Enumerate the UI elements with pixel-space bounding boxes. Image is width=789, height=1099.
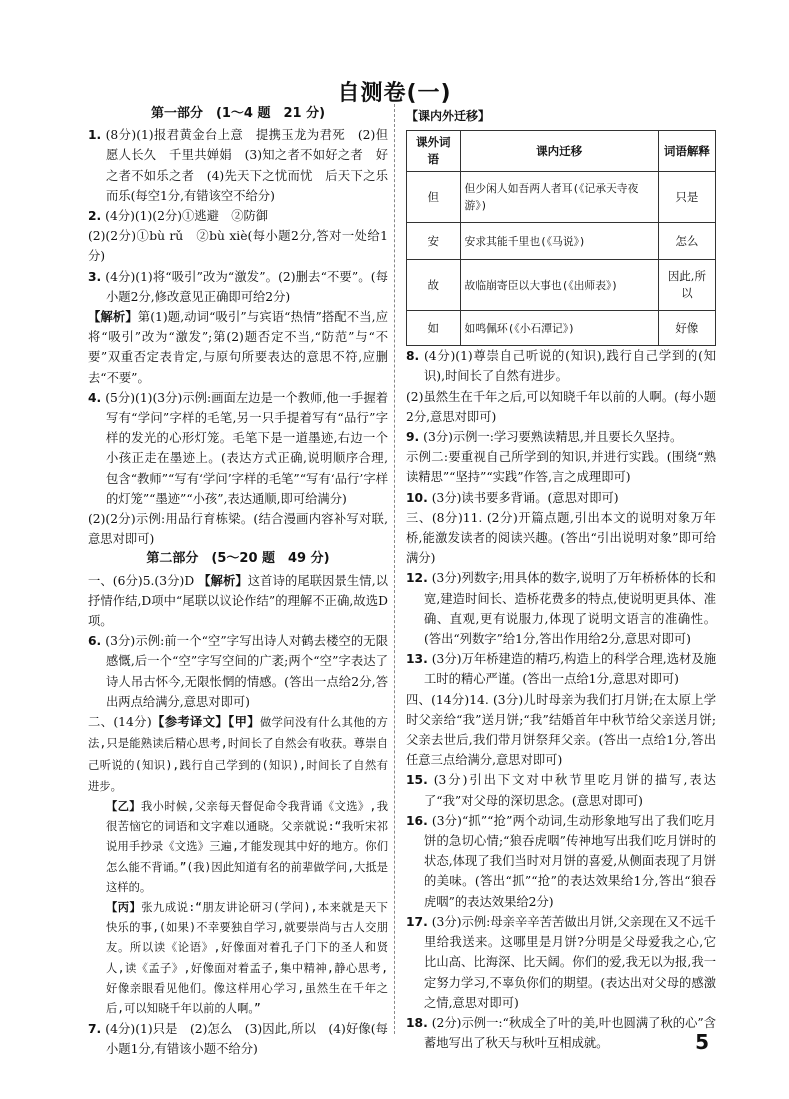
jia-tag: 【甲】	[228, 715, 260, 730]
answer-q9	[406, 427, 716, 447]
q3-analysis-tag: 【解析】	[88, 310, 138, 325]
vocab-word: 故	[407, 260, 461, 311]
header-example: 课内迁移	[460, 131, 658, 172]
vocab-meaning: 只是	[658, 172, 715, 223]
answer-q13	[406, 649, 716, 689]
vocab-meaning: 怎么	[658, 223, 715, 260]
q18-number: 18.	[406, 1015, 428, 1030]
q5-analysis: 这首诗的尾联因景生情,以抒情作结,D项中“尾联以议论作结”的理解不正确,故选D项。	[88, 573, 388, 629]
answer-q4	[88, 388, 388, 509]
q5-section: 一、(6分)	[88, 573, 143, 588]
q3-number: 3.	[88, 269, 102, 284]
section2-label: 二、(14分)	[88, 715, 152, 730]
part2-heading: 第二部分 (5～20 题 49 分)	[146, 551, 330, 567]
q3-text: (4分)(1)将“吸引”改为“激发”。(2)删去“不要”。(每小题2分,修改意见正确即可给2分)	[105, 269, 388, 304]
answer-q7	[88, 1019, 388, 1059]
q16-text: (3分)“抓”“抢”两个动词,生动形象地写出了我们吃月饼的急切心情;“狼吞虎咽”传神地写出我们吃月饼时的状态,体现了我们当时对月饼的喜爱,从侧面表现了月饼的美味。(答出“抓”“抢”的表达效果给1分,答出“狼吞虎咽”的表达效果给2分)	[424, 813, 716, 909]
table-row	[407, 223, 716, 260]
left-column	[88, 104, 388, 1060]
q7-text: (4分)(1)只是 (2)怎么 (3)因此,所以 (4)好像(每小题1分,有错该小题不给分)	[105, 1022, 388, 1057]
q13-number: 13.	[406, 652, 428, 667]
q6-number: 6.	[88, 634, 102, 649]
q5-analysis-tag: 【解析】	[198, 573, 248, 588]
q1-text: (8分)(1)报君黄金台上意 提携玉龙为君死 (2)但愿人长久 千里共婵娟 (3)知之者不如好之者 好之者不如乐之者 (4)先天下之忧而忧 后天下之乐而乐(每空1分,有错该空不给分)	[105, 128, 388, 203]
vocab-example: 但少闲人如吾两人者耳(《记承天寺夜游》)	[460, 172, 658, 223]
vocab-box-title: 【课内外迁移】	[406, 109, 491, 123]
answer-q3	[88, 267, 388, 307]
vocab-meaning: 好像	[658, 311, 715, 346]
q9-text: (3分)示例一:学习要熟读精思,并且要长久坚持。	[423, 430, 683, 445]
answer-q18	[406, 1013, 716, 1053]
vocab-table	[406, 130, 716, 346]
bing-translation-block	[88, 898, 388, 1019]
part1-heading: 第一部分 (1～4 题 21 分)	[150, 106, 326, 121]
answer-q14	[406, 690, 716, 771]
q15-number: 15.	[406, 773, 428, 788]
right-column	[406, 104, 716, 1053]
q11-number: 11.	[462, 510, 483, 525]
q14-text: (3分)儿时母亲为我们打月饼;在太原上学时父亲给“我”送月饼;“我”结婚首年中秋节给父亲送月饼;父亲去世后,我们带月饼祭拜父亲。(答出一点给1分,答出任意三点给满分,意思对即可)	[406, 692, 716, 768]
table-row	[407, 311, 716, 346]
answer-q1	[88, 125, 388, 206]
vocab-meaning: 因此,所以	[658, 260, 715, 311]
q5-number: 5.	[142, 573, 155, 588]
jia-translation: 做学问没有什么其他的方法,只是能熟读后精心思考,时间长了自然会有收获。尊崇自己听说的(知识),践行自己学到的(知识),时间长了自然有进步。	[88, 716, 388, 793]
q14-number: 14.	[469, 692, 489, 707]
vocab-word: 如	[407, 311, 461, 346]
vocab-example: 故临崩寄臣以大事也(《出师表》)	[460, 260, 658, 311]
answer-q2	[88, 206, 388, 226]
vocab-word: 但	[407, 172, 461, 223]
q9-number: 9.	[406, 430, 420, 445]
yi-translation: 我小时候,父亲每天督促命令我背诵《文选》,我很苦恼它的词语和文字难以通晓。父亲就说:“我听宋祁说用手抄录《文选》三遍,才能发现其中好的地方。你们怎么能不背诵。”(我)因此知道有名的前辈做学问,大抵是这样的。	[106, 799, 388, 894]
section2-translation-heading	[88, 712, 388, 797]
yi-translation-block	[88, 797, 388, 898]
q3-analysis	[88, 307, 388, 388]
answer-q16	[406, 811, 716, 912]
header-word: 课外词语	[407, 131, 461, 172]
q10-text: (3分)读书要多背诵。(意思对即可)	[431, 490, 619, 505]
q8-number: 8.	[406, 349, 420, 364]
q7-number: 7.	[88, 1022, 102, 1037]
q12-number: 12.	[406, 571, 428, 586]
translation-tag: 【参考译文】	[151, 715, 229, 730]
q2-text-2: (2)(2分)①bù rǔ ②bù xiè(每小题2分,答对一处给1分)	[88, 229, 388, 264]
answer-q15	[406, 770, 716, 810]
page-number: 5	[695, 1030, 709, 1054]
q2-text: (4分)(1)(2分)①逃避 ②防御	[105, 209, 269, 224]
vocab-example: 安求其能千里也(《马说》)	[460, 223, 658, 260]
bing-tag: 【丙】	[106, 900, 142, 914]
q17-number: 17.	[406, 914, 428, 929]
answer-q8	[406, 346, 716, 386]
answer-q17	[406, 912, 716, 1013]
q17-text: (3分)示例:母亲辛辛苦苦做出月饼,父亲现在又不远千里给我送来。这哪里是月饼?分明是父母爱我之心,它比山高、比海深、比天阔。你们的爱,我无以为报,我一定努力学习,不辜负你们的期望。(表达出对父母的感激之情,意思对即可)	[424, 914, 716, 1010]
answer-q10	[406, 488, 716, 508]
header-meaning: 词语解释	[658, 131, 715, 172]
q6-text: (3分)示例:前一个“空”字写出诗人对鹤去楼空的无限感慨,后一个“空”字写空间的广袤;两个“空”字表达了诗人吊古怀今,无限怅惘的情感。(答出一点给2分,答出两点给满分,意思对即可)	[105, 634, 388, 709]
q11-section: 三、(8分)	[406, 510, 463, 525]
yi-tag: 【乙】	[106, 799, 141, 813]
answer-q6	[88, 631, 388, 712]
q3-analysis-text: 第(1)题,动词“吸引”与宾语“热情”搭配不当,应将“吸引”改为“激发”;第(2)题否定不当,“防范”与“不要”双重否定表肯定,与原句所要表达的意思不符,应删去“不要”。	[88, 310, 388, 385]
vocab-table-header	[407, 131, 716, 172]
q18-text: (2分)示例一:“秋成全了叶的美,叶也圆满了秋的心”含蓄地写出了秋天与秋叶互相成就。	[424, 1015, 716, 1051]
q8-text: (4分)(1)尊崇自己听说的(知识),践行自己学到的(知识),时间长了自然有进步。	[423, 349, 716, 384]
vocab-word: 安	[407, 223, 461, 260]
q8-text-2: (2)虽然生在千年之后,可以知晓千年以前的人啊。(每小题2分,意思对即可)	[406, 389, 716, 424]
answer-q11	[406, 508, 716, 569]
q1-number: 1.	[88, 128, 102, 143]
table-row	[407, 260, 716, 311]
q4-text: (5分)(1)(3分)示例:画面左边是一个教师,他一手握着写有“学问”字样的毛笔,另一只手提着写有“品行”字样的发光的心形灯笼。毛笔下是一道墨迹,右边一个小孩正走在墨迹上。(表达方式正确,说明顺序合理,包含“教师”“写有‘学问’字样的毛笔”“写有‘品行’字样的灯笼”“墨迹”“小孩”,表达通顺,即可给满分)	[105, 390, 388, 506]
q13-text: (3分)万年桥建造的精巧,构造上的科学合理,选材及施工时的精心严谨。(答出一点给1分,意思对即可)	[424, 652, 716, 687]
q15-text: (3分)引出下文对中秋节里吃月饼的描写,表达了“我”对父母的深切思念。(意思对即可)	[424, 773, 716, 808]
answer-q12	[406, 568, 716, 649]
q10-number: 10.	[406, 490, 428, 505]
column-divider	[394, 104, 395, 1034]
table-row	[407, 172, 716, 223]
q11-text: (2分)开篇点题,引出本文的说明对象万年桥,能激发读者的阅读兴趣。(答出“引出说明对象”即可给满分)	[406, 510, 716, 566]
q4-number: 4.	[88, 390, 102, 405]
bing-translation: 张九成说:“朋友讲论研习(学问),本来就是天下快乐的事,(如果)不幸要独自学习,就要崇尚与古人交朋友。所以读《论语》,好像面对着孔子门下的圣人和贤人,读《孟子》,好像面对着孟子,集中精神,静心思考,好像亲眼看见他们。像这样用心学习,虽然生在千年之后,可以知晓千年以前的人啊。”	[106, 900, 388, 1015]
q16-number: 16.	[406, 813, 428, 828]
q14-section: 四、(14分)	[406, 692, 470, 707]
q2-number: 2.	[88, 209, 102, 224]
q9-text-2: 示例二:要重视自己所学到的知识,并进行实践。(围绕“熟读精思”“坚持”“实践”作答,言之成理即可)	[406, 450, 716, 485]
page-title: 自测卷(一)	[337, 81, 452, 106]
q4-text-2: (2)(2分)示例:用品行育栋梁。(结合漫画内容补写对联,意思对即可)	[88, 512, 388, 547]
q5-text: (3分)D	[154, 573, 195, 588]
answer-q5	[88, 571, 388, 632]
vocab-example: 如鸣佩环(《小石潭记》)	[460, 311, 658, 346]
q12-text: (3分)列数字;用具体的数字,说明了万年桥桥体的长和宽,建造时间长、造桥花费多的特点,使说明更具体、准确、直观,更有说服力,体现了说明文语言的准确性。(答出“列数字”给1分,答出作用给2分,意思对即可)	[424, 571, 716, 647]
